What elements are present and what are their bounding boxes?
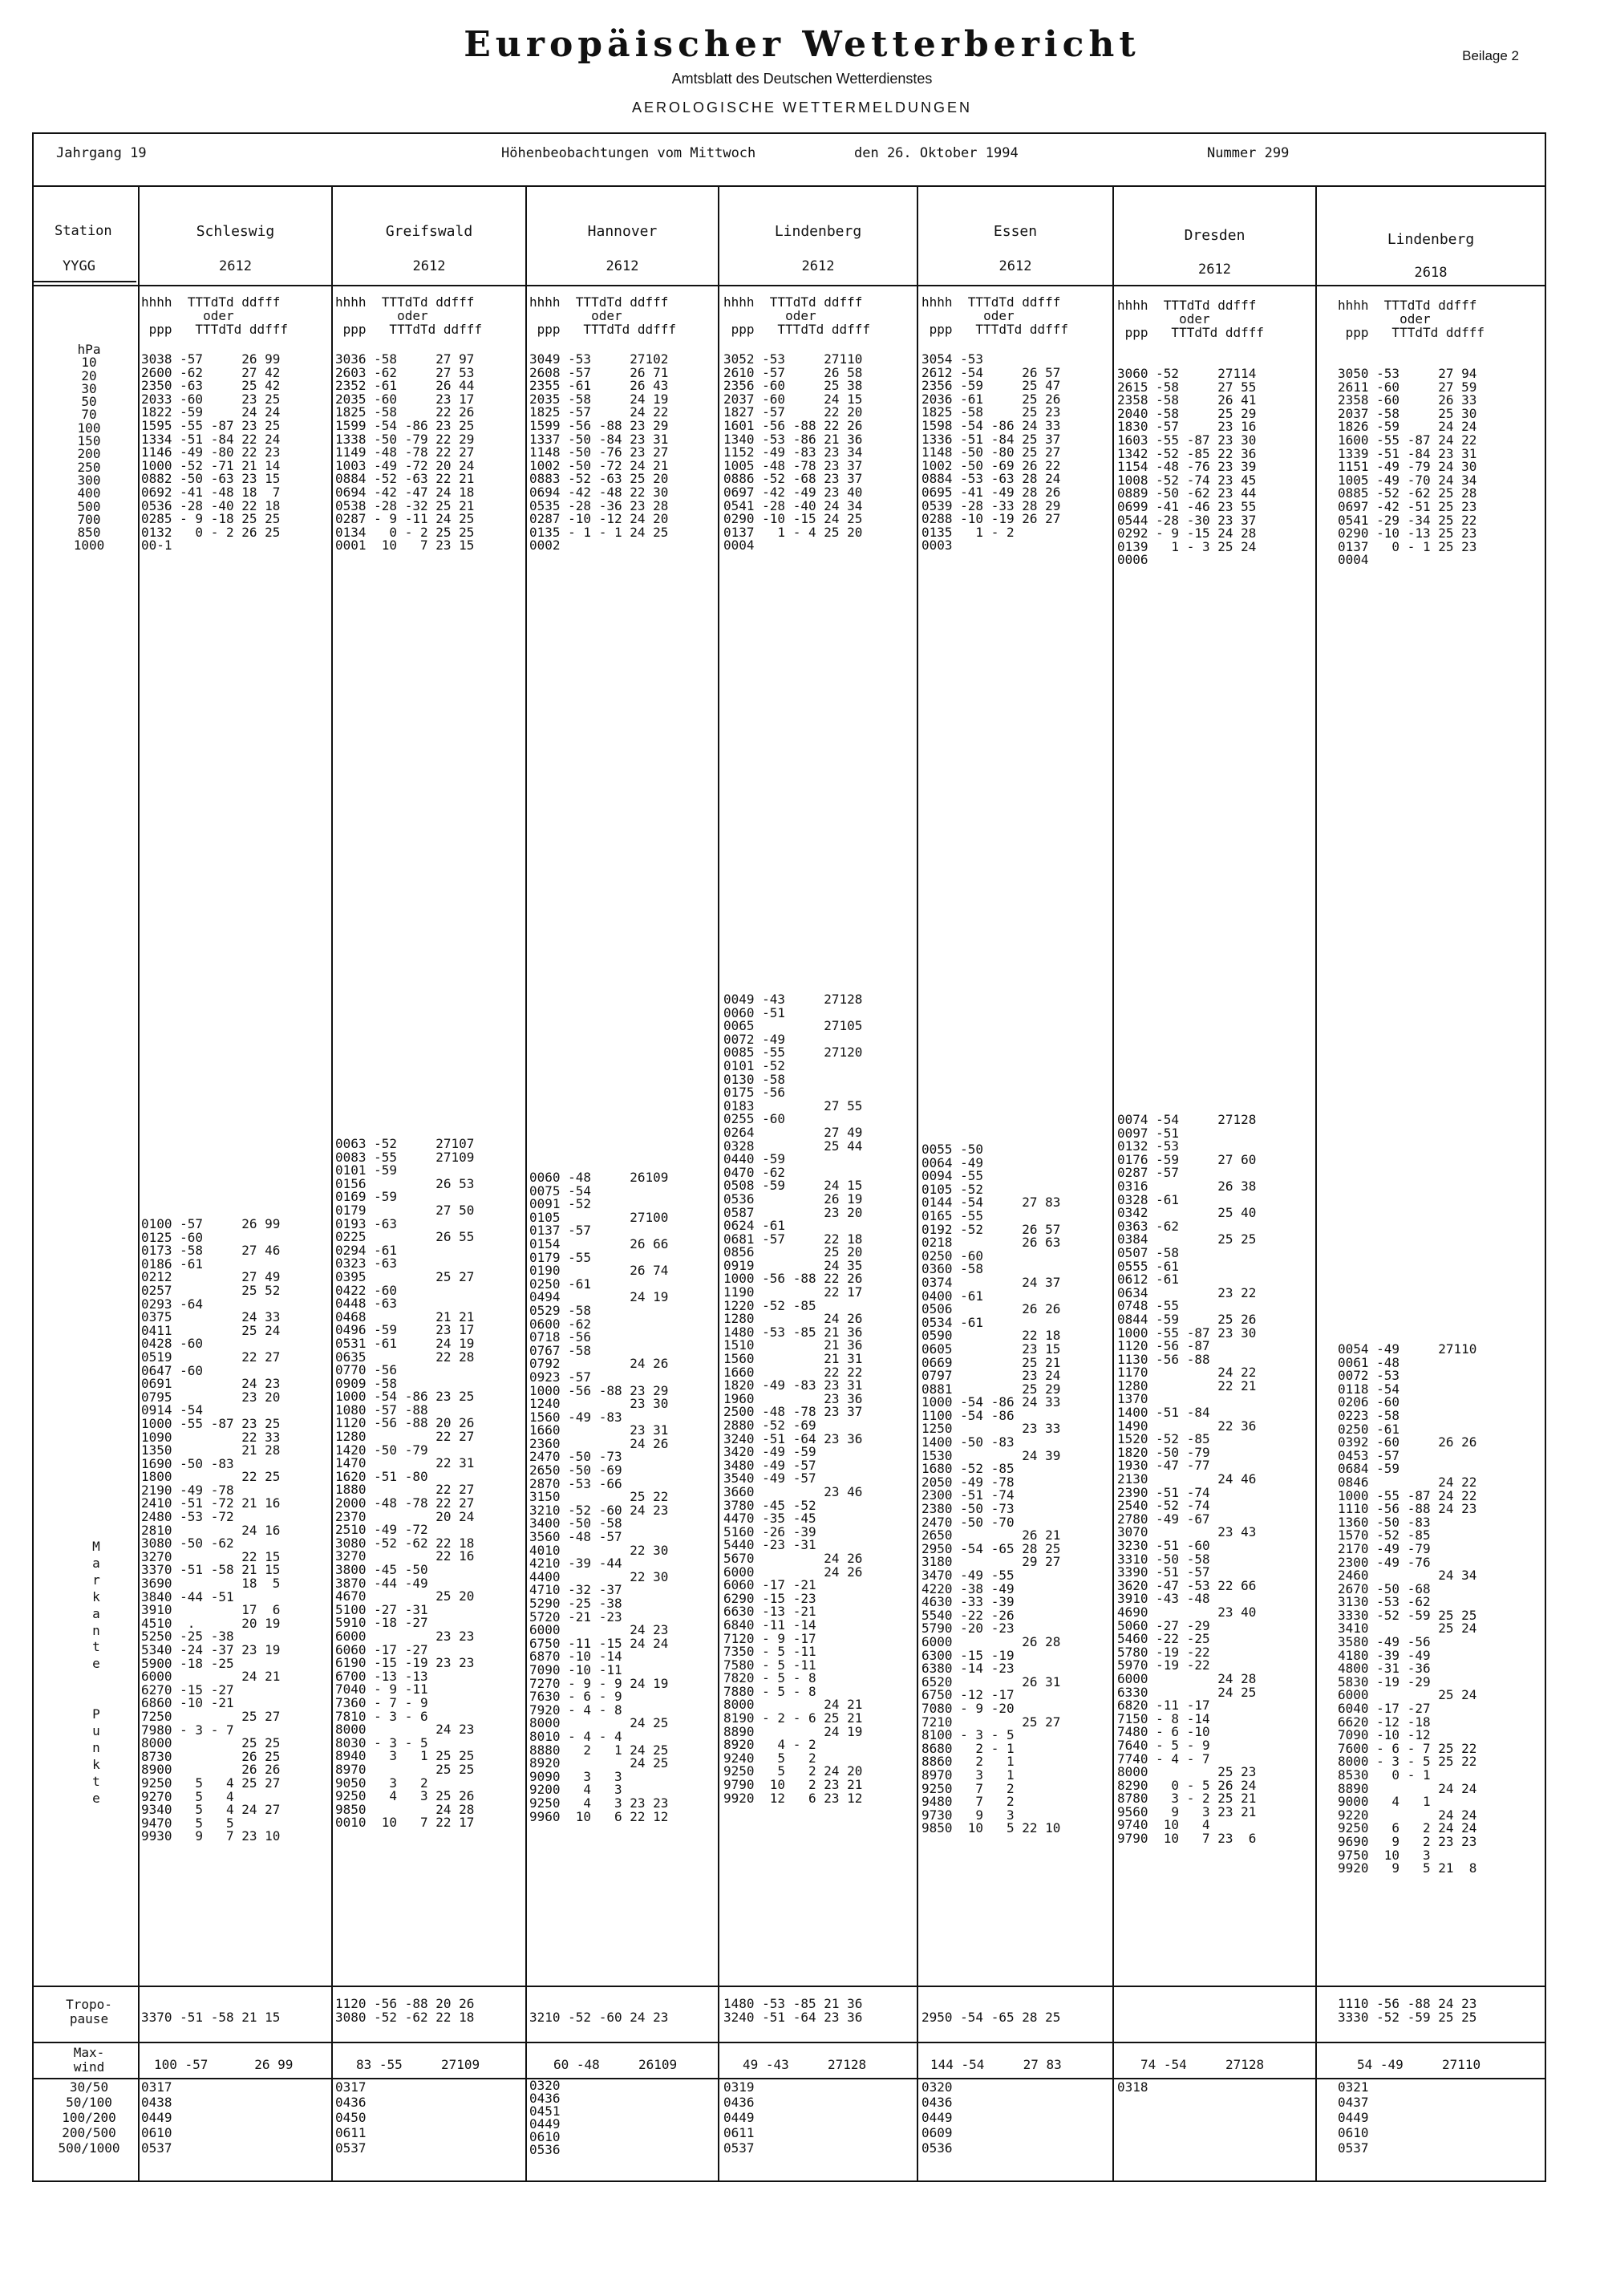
layer-data: 0320 0436 0449 0609 0536 xyxy=(921,2079,953,2156)
report-title: Europäischer Wetterbericht xyxy=(464,24,1140,65)
standard-levels: 3050 -53 27 94 2611 -60 27 59 2358 -60 26 33 2037 -58 25 30 1826 -59 24 24 1600 -55 -87 24 22 1339 -51 -84 23 31 1151 -49 -79 24 30 1005 -49 -70 24 34 0885 -52 -62 25 28 0697 -42 -51 25 23 0541 -29 -34 25 22 0290 -10 -13 25 23 0137 0 - 1 25 23 0004 xyxy=(1338,366,1477,568)
station-code: 2612 xyxy=(219,258,252,274)
maxwind-data: 144 -54 27 83 xyxy=(930,2057,1062,2072)
maxwind-data: 49 -43 27128 xyxy=(743,2057,867,2072)
layer-data: 0318 xyxy=(1117,2079,1148,2095)
layer-data: 0317 0436 0450 0611 0537 xyxy=(335,2079,367,2156)
pressure-levels: hPa 10 20 30 50 70 100 150 200 250 300 400 500 700 850 1000 xyxy=(73,342,105,554)
section-title: AEROLOGISCHE WETTERMELDUNGEN xyxy=(631,99,973,116)
standard-levels: 3038 -57 26 99 2600 -62 27 42 2350 -63 25 42 2033 -60 23 25 1822 -59 24 24 1595 -55 -87 23 25 1334 -51 -84 22 24 1146 -49 -80 22 23 1000 -52 -71 21 14 0882 -50 -63 23 15 0692 -41 -48 18 7 0536 -28 -40 22 18 0285 - 9 -18 25 25 0132 0 - 2 26 25 00-1 xyxy=(141,351,281,554)
significant-points: 0100 -57 26 99 0125 -60 0173 -58 27 46 0186 -61 0212 27 49 0257 25 52 0293 -64 0375 24 33 0411 25 24 0428 -60 0519 22 27 0647 -60 0691 24 23 0795 23 20 0914 -54 1000 -55 -87 23 25 1090 22 33 1350 21 28 1690 -50 -83 1800 22 25 2190 -49 -78 2410 -51 -72 21 16 2480 -53 -72 2810 24 16 3080 -50 -62 3270 22 15 3370 -51 -58 21 15 3690 18 5 3840 -44 -51 3910 17 6 4510 . 20 19 5250 -25 -38 5340 -24 -37 23 19 5900 -18 -25 6000 24 21 6270 -15 -27 6860 -10 -21 7250 25 27 7980 - 3 - 7 8000 25 25 8730 26 25 8900 26 26 9250 5 4 25 27 9270 5 4 9340 5 4 24 27 9470 5 5 9930 9 7 23 10 xyxy=(141,1216,281,1844)
jahrgang: Jahrgang 19 xyxy=(56,145,147,161)
col-divider-3 xyxy=(718,187,719,2182)
layer-data: 0321 0437 0449 0610 0537 xyxy=(1338,2079,1369,2156)
col-divider-1 xyxy=(331,187,333,2182)
maxwind-data: 100 -57 26 99 xyxy=(154,2057,294,2072)
significant-points: 0055 -50 0064 -49 0094 -55 0105 -52 0144 -54 27 83 0165 -55 0192 -52 26 57 0218 26 63 0250 -60 0360 -58 0374 24 37 0400 -61 0506 26 26 0534 -61 0590 22 18 0605 23 15 0669 25 21 0797 23 24 0881 25 29 1000 -54 -86 24 33 1100 -54 -86 1250 23 33 1400 -50 -83 1530 24 39 1680 -52 -85 2050 -49 -78 2300 -51 -74 2380 -50 -73 2470 -50 -70 2650 26 21 2950 -54 -65 28 25 3180 29 27 3470 -49 -55 4220 -38 -49 4630 -33 -39 5540 -22 -26 5790 -20 -23 6000 26 28 6300 -15 -19 6380 -14 -23 6520 26 31 6750 -12 -17 7080 - 9 -20 7210 25 27 8100 - 3 - 5 8680 2 - 1 8860 2 1 8970 3 1 9250 7 2 9480 7 2 9730 9 3 9850 10 5 22 10 xyxy=(921,1142,1061,1836)
station-name: Dresden xyxy=(1184,227,1246,244)
station-name: Schleswig xyxy=(196,223,275,240)
station-code: 2612 xyxy=(606,258,639,274)
station-name: Greifswald xyxy=(385,223,473,240)
layer-data: 0320 0436 0451 0449 0610 0536 xyxy=(529,2078,561,2157)
standard-levels: 3049 -53 27102 2608 -57 26 71 2355 -61 26 43 2035 -58 24 19 1825 -57 24 22 1599 -56 -88 23 29 1337 -50 -84 23 31 1148 -50 -76 23 27 1002 -50 -72 24 21 0883 -52 -63 25 20 0694 -42 -48 22 30 0535 -28 -36 23 28 0287 -10 -12 24 20 0135 - 1 - 1 24 25 0002 xyxy=(529,351,669,554)
tropopause-data: 1110 -56 -88 24 23 3330 -52 -59 25 25 xyxy=(1338,1996,1477,2025)
layer-data: 0317 0438 0449 0610 0537 xyxy=(141,2079,172,2156)
column-header: hhhh TTTdTd ddfff oder ppp TTTdTd ddfff xyxy=(529,294,677,337)
col-divider-6 xyxy=(1315,187,1317,2182)
report-number: Nummer 299 xyxy=(1207,145,1290,161)
tropo-divider xyxy=(32,1986,1546,1987)
column-header: hhhh TTTdTd ddfff oder ppp TTTdTd ddfff xyxy=(723,294,871,337)
station-code: 2612 xyxy=(801,258,835,274)
observation-date: den 26. Oktober 1994 xyxy=(854,145,1019,161)
column-header: hhhh TTTdTd ddfff oder ppp TTTdTd ddfff xyxy=(335,294,483,337)
col-divider-5 xyxy=(1112,187,1114,2182)
tropopause-data: 3370 -51 -58 21 15 xyxy=(141,2009,281,2025)
significant-points: 0074 -54 27128 0097 -51 0132 -53 0176 -59 27 60 0287 -57 0316 26 38 0328 -61 0342 25 40 0363 -62 0384 25 25 0507 -58 0555 -61 0612 -61 0634 23 22 0748 -55 0844 -59 25 26 1000 -55 -87 23 30 1120 -56 -87 1130 -56 -88 1170 24 22 1280 22 21 1370 1400 -51 -84 1490 22 36 1520 -52 -85 1820 -50 -79 1930 -47 -77 2130 24 46 2390 -51 -74 2540 -52 -74 2780 -49 -67 3070 23 43 3230 -51 -60 3310 -50 -58 3390 -51 -57 3620 -47 -53 22 66 3910 -43 -48 4690 23 40 5060 -27 -29 5460 -22 -25 5780 -19 -22 5970 -19 -22 6000 24 28 6330 24 25 6820 -11 -17 7150 - 8 -14 7480 - 6 -10 7640 - 5 - 9 7740 - 4 - 7 8000 25 23 8290 0 - 5 26 24 8780 3 - 2 25 21 9560 9 3 23 21 9740 10 4 9790 10 7 23 6 xyxy=(1117,1112,1257,1847)
layers-divider xyxy=(32,2078,1546,2079)
station-label: Station xyxy=(55,223,112,239)
significant-points: 0060 -48 26109 0075 -54 0091 -52 0105 27100 0137 -57 0154 26 66 0179 -55 0190 26 74 0250 -61 0494 24 19 0529 -58 0600 -62 0718 -56 0767 -58 0792 24 26 0923 -57 1000 -56 -88 23 29 1240 23 30 1560 -49 -83 1660 23 31 2360 24 26 2470 -50 -73 2650 -50 -69 2870 -53 -66 3150 25 22 3210 -52 -60 24 23 3400 -50 -58 3560 -48 -57 4010 22 30 4210 -39 -44 4400 22 30 4710 -32 -37 5290 -25 -38 5720 -21 -23 6000 24 23 6750 -11 -15 24 24 6870 -10 -14 7090 -10 -11 7270 - 9 - 9 24 19 7630 - 6 - 9 7920 - 4 - 8 8000 24 25 8010 - 4 - 4 8880 2 1 24 25 8920 24 25 9090 3 3 9200 4 3 9250 4 3 23 23 9960 10 6 22 12 xyxy=(529,1170,669,1824)
supplement-label: Beilage 2 xyxy=(1462,48,1519,63)
maxwind-data: 74 -54 27128 xyxy=(1140,2057,1265,2072)
station-name: Essen xyxy=(993,223,1038,240)
standard-levels: 3060 -52 27114 2615 -58 27 55 2358 -58 26 41 2040 -58 25 29 1830 -57 23 16 1603 -55 -87 23 30 1342 -52 -85 22 36 1154 -48 -76 23 39 1008 -52 -74 23 45 0889 -50 -62 23 44 0699 -41 -46 23 55 0544 -28 -30 23 37 0292 - 9 -15 24 28 0139 1 - 3 25 24 0006 xyxy=(1117,366,1257,568)
station-code: 2612 xyxy=(998,258,1032,274)
station-code: 2618 xyxy=(1414,265,1448,281)
maxwind-data: 83 -55 27109 xyxy=(356,2057,480,2072)
col-divider-2 xyxy=(525,187,527,2182)
layer-data: 0319 0436 0449 0611 0537 xyxy=(723,2079,755,2156)
tropopause-data: 1480 -53 -85 21 36 3240 -51 -64 23 36 xyxy=(723,1996,863,2025)
report-subtitle: Amtsblatt des Deutschen Wetterdienstes xyxy=(671,71,933,87)
station-code: 2612 xyxy=(412,258,446,274)
tropopause-data: 3210 -52 -60 24 23 xyxy=(529,2009,669,2025)
info-line xyxy=(32,132,1546,187)
standard-levels: 3036 -58 27 97 2603 -62 27 53 2352 -61 26 44 2035 -60 23 17 1825 -58 22 26 1599 -54 -86 23 25 1338 -50 -79 22 29 1149 -48 -78 22 27 1003 -49 -72 20 24 0884 -52 -63 22 21 0694 -42 -47 24 18 0538 -28 -32 25 21 0287 - 9 -11 24 25 0134 0 - 2 25 25 0001 10 7 23 15 xyxy=(335,351,475,554)
label-divider xyxy=(32,281,136,282)
maxwind-divider xyxy=(32,2042,1546,2043)
standard-levels: 3052 -53 27110 2610 -57 26 58 2356 -60 25 38 2037 -60 24 15 1827 -57 22 20 1601 -56 -88 22 26 1340 -53 -86 21 36 1152 -49 -83 23 34 1005 -48 -78 23 37 0886 -52 -68 23 37 0697 -42 -49 23 40 0541 -28 -40 24 34 0290 -10 -15 24 25 0137 1 - 4 25 20 0004 xyxy=(723,351,863,554)
significant-points: 0063 -52 27107 0083 -55 27109 0101 -59 0156 26 53 0169 -59 0179 27 50 0193 -63 0225 26 55 0294 -61 0323 -63 0395 25 27 0422 -60 0448 -63 0468 21 21 0496 -59 23 17 0531 -61 24 19 0635 22 28 0770 -56 0909 -58 1000 -54 -86 23 25 1080 -57 -88 1120 -56 -88 20 26 1280 22 27 1420 -50 -79 1470 22 31 1620 -51 -80 1880 22 27 2000 -48 -78 22 27 2370 20 24 2510 -49 -72 3080 -52 -62 22 18 3270 22 16 3800 -45 -50 3870 -44 -49 4670 25 20 5100 -27 -31 5910 -18 -27 6000 23 23 6060 -17 -27 6190 -15 -19 23 23 6700 -13 -13 7040 - 9 -11 7360 - 7 - 9 7810 - 3 - 6 8000 24 23 8030 - 3 - 5 8940 3 1 25 25 8970 25 25 9050 3 2 9250 4 3 25 26 9850 24 28 0010 10 7 22 17 xyxy=(335,1136,475,1831)
maxwind-data: 54 -49 27110 xyxy=(1357,2057,1481,2072)
maxwind-label: Max- wind xyxy=(73,2045,105,2075)
station-name: Hannover xyxy=(587,223,658,240)
column-header: hhhh TTTdTd ddfff oder ppp TTTdTd ddfff xyxy=(141,294,289,337)
header-divider xyxy=(32,285,1546,286)
tropopause-label: Tropo- pause xyxy=(66,1997,112,2026)
station-name: Lindenberg xyxy=(774,223,862,240)
station-code: 2612 xyxy=(1198,262,1231,278)
layer-labels: 30/50 50/100 100/200 200/500 500/1000 xyxy=(58,2079,120,2156)
significant-points: 0054 -49 27110 0061 -48 0072 -53 0118 -54 0206 -60 0223 -58 0250 -61 0392 -60 26 26 0453 -57 0684 -59 0846 24 22 1000 -55 -87 24 22 1110 -56 -88 24 23 1360 -50 -83 1570 -52 -85 2170 -49 -79 2300 -49 -76 2460 24 34 2670 -50 -68 3130 -53 -62 3330 -52 -59 25 25 3410 25 24 3580 -49 -56 4180 -39 -49 4800 -31 -36 5830 -19 -29 6000 25 24 6040 -17 -27 6620 -12 -18 7090 -10 -12 7600 - 6 - 7 25 22 8000 - 3 - 5 25 22 8530 0 - 1 8890 24 24 9000 4 1 9220 24 24 9250 6 2 24 24 9690 9 2 23 23 9750 10 3 9920 9 5 21 8 xyxy=(1338,1341,1477,1876)
yygg-label: YYGG xyxy=(63,258,95,274)
tropopause-data: 2950 -54 -65 28 25 xyxy=(921,2009,1061,2025)
maxwind-data: 60 -48 26109 xyxy=(553,2057,678,2072)
significant-points: 0049 -43 27128 0060 -51 0065 27105 0072 -49 0085 -55 27120 0101 -52 0130 -58 0175 -56 0183 27 55 0255 -60 0264 27 49 0328 25 44 0440 -59 0470 -62 0508 -59 24 15 0536 26 19 0587 23 20 0624 -61 0681 -57 22 18 0856 25 20 0919 24 35 1000 -56 -88 22 26 1190 22 17 1220 -52 -85 1280 24 26 1480 -53 -85 21 36 1510 21 36 1560 21 31 1660 22 22 1820 -49 -83 23 31 1960 23 36 2500 -48 -78 23 37 2880 -52 -69 3240 -51 -64 23 36 3420 -49 -59 3480 -49 -57 3540 -49 -57 3660 23 46 3780 -45 -52 4470 -35 -45 5160 -26 -39 5440 -23 -31 5670 24 26 6000 24 26 6060 -17 -21 6290 -15 -23 6630 -13 -21 6840 -11 -14 7120 - 9 -17 7350 - 5 -11 7580 - 5 -11 7820 - 5 - 8 7880 - 5 - 8 8000 24 21 8190 - 2 - 6 25 21 8890 24 19 8920 4 - 2 9240 5 2 9250 5 2 24 20 9790 10 2 23 21 9920 12 6 23 12 xyxy=(723,992,863,1806)
tropopause-data: 1120 -56 -88 20 26 3080 -52 -62 22 18 xyxy=(335,1996,475,2025)
col-divider-4 xyxy=(917,187,918,2182)
observation-title: Höhenbeobachtungen vom Mittwoch xyxy=(501,145,756,161)
column-header: hhhh TTTdTd ddfff oder ppp TTTdTd ddfff xyxy=(1338,298,1485,340)
station-name: Lindenberg xyxy=(1387,231,1475,248)
column-header: hhhh TTTdTd ddfff oder ppp TTTdTd ddfff xyxy=(921,294,1069,337)
column-header: hhhh TTTdTd ddfff oder ppp TTTdTd ddfff xyxy=(1117,298,1265,340)
markante-punkte-label: M a r k a n t e P u n k t e xyxy=(92,1539,100,1806)
standard-levels: 3054 -53 2612 -54 26 57 2356 -59 25 47 2036 -61 25 26 1825 -58 25 23 1598 -54 -86 24 33 1336 -51 -84 25 37 1148 -50 -80 25 27 1002 -50 -69 26 22 0884 -53 -63 28 24 0695 -41 -49 28 26 0539 -28 -33 28 29 0288 -10 -19 26 27 0135 1 - 2 0003 xyxy=(921,351,1061,554)
